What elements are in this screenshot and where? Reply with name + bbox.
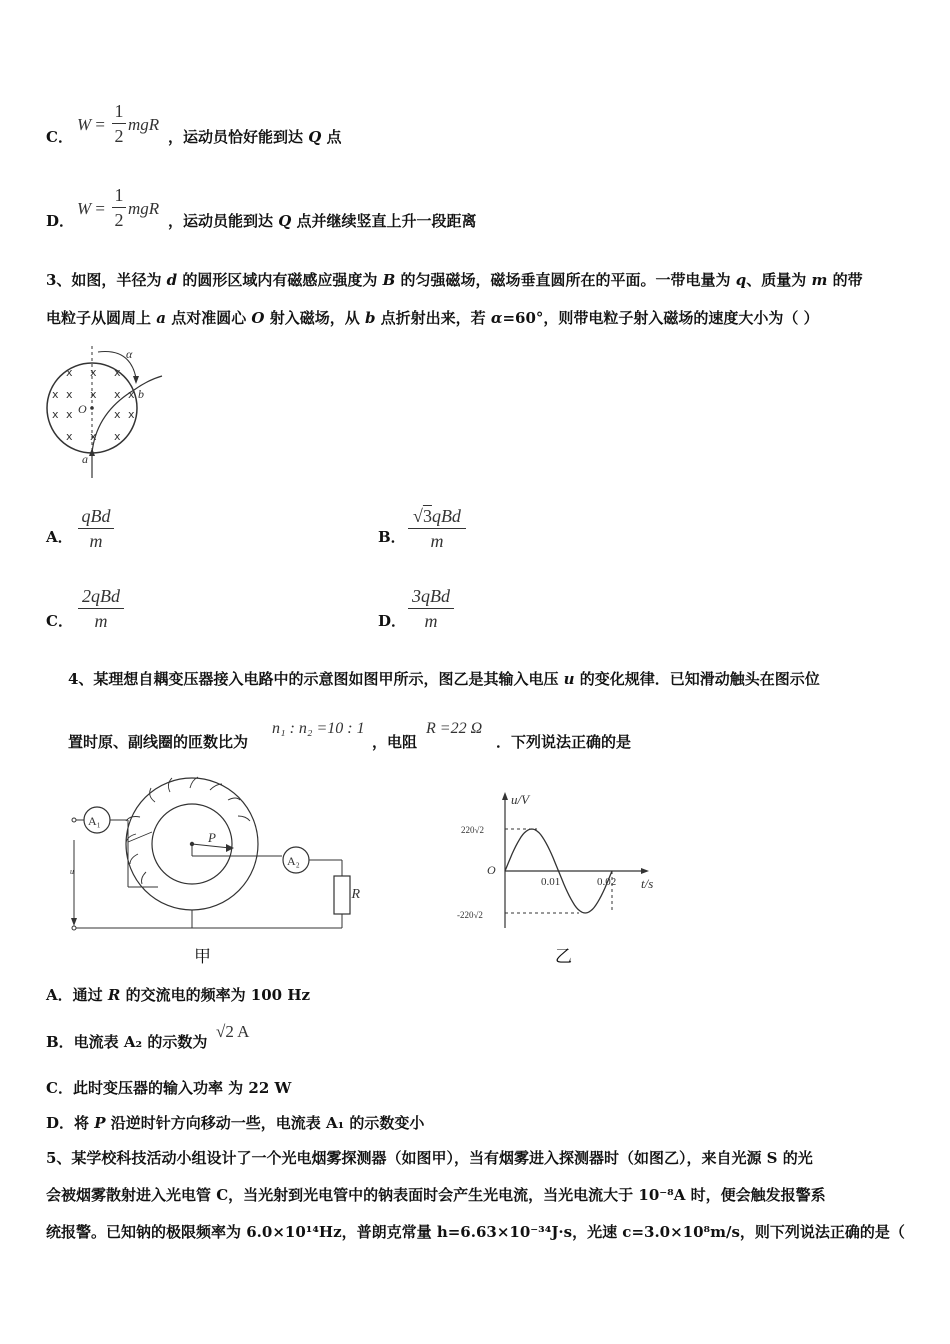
q4-option-d: D．将 P 沿逆时针方向移动一些，电流表 A₁ 的示数变小 xyxy=(46,1114,425,1132)
tick-label-1: 0.01 xyxy=(541,876,561,888)
q4-stem-line-2-end: ．下列说法正确的是 xyxy=(496,733,632,751)
q3-option-a-fraction: qBd m xyxy=(78,505,114,552)
q2-option-d-fraction: 1 2 xyxy=(112,184,126,231)
q2-option-c-text: ，运动员恰好能到达 Q 点 xyxy=(168,128,342,146)
q3-option-c-letter: C． xyxy=(46,612,73,630)
q4-voltage-graph-yi xyxy=(455,788,670,938)
q3-option-a-letter: A． xyxy=(46,528,73,546)
cross-mark: x xyxy=(114,408,121,421)
q3-stem-line-2: 电粒子从圆周上 a 点对准圆心 O 射入磁场，从 b 点折射出来，若 α=60°，则带电粒子射入磁场的速度大小为（ ） xyxy=(46,309,819,327)
slider-arrow-icon xyxy=(226,844,234,852)
a2-label: A₂ xyxy=(287,854,300,868)
a1-label: A₁ xyxy=(88,814,101,828)
cross-mark: x xyxy=(66,408,73,421)
q5-stem-line-3: 统报警。已知钠的极限频率为 6.0×10¹⁴Hz，普朗克常量 h=6.63×10⁻³⁴J·s，光速 c=3.0×10⁸m/s，则下列说法正确的是（ xyxy=(46,1223,905,1241)
figure-jia-caption: 甲 xyxy=(194,947,211,967)
q5-stem-line-2: 会被烟雾散射进入光电管 C，当光射到光电管中的钠表面时会产生光电流，当光电流大于 10⁻⁸A 时，便会触发报警系 xyxy=(46,1186,826,1204)
cross-mark: x xyxy=(66,430,73,443)
q4-stem-line-2: 置时原、副线圈的匝数比为 xyxy=(68,733,249,751)
q3-magnetic-field-figure xyxy=(38,338,173,483)
arrow-down-icon xyxy=(133,376,139,384)
cross-mark: x xyxy=(114,388,121,401)
center-point xyxy=(90,406,94,410)
origin-label: O xyxy=(487,863,496,877)
q4-option-b-value: √2 A xyxy=(216,1022,250,1041)
q4-circuit-figure-jia xyxy=(60,772,360,967)
cross-mark: x xyxy=(90,366,97,379)
q3-option-d-letter: D． xyxy=(378,612,407,630)
o-label: O xyxy=(78,402,87,416)
q3-option-d-fraction: 3qBd m xyxy=(408,585,454,632)
u-label: u xyxy=(70,867,74,876)
coil-windings xyxy=(126,777,250,884)
y-axis-arrow-icon xyxy=(502,792,508,800)
q4-stem-line-1: 4、某理想自耦变压器接入电路中的示意图如图甲所示，图乙是其输入电压 u 的变化规律．已知滑动触头在图示位 xyxy=(68,670,820,688)
q2-option-d-formula-w: W = xyxy=(77,199,106,218)
resistor-r xyxy=(334,876,350,914)
q4-option-a: A．通过 R 的交流电的频率为 100 Hz xyxy=(46,986,311,1004)
x-axis-arrow-icon xyxy=(641,868,649,874)
a-label: a xyxy=(82,452,88,466)
q3-stem-line-1: 3、如图，半径为 d 的圆形区域内有磁感应强度为 B 的匀强磁场，磁场垂直圆所在的平面。一带电量为 q、质量为 m 的带 xyxy=(46,271,863,289)
x-axis-label: t/s xyxy=(641,876,654,891)
y-max-label: 220√2 xyxy=(461,825,484,835)
cross-mark: x xyxy=(52,408,59,421)
cross-mark: x xyxy=(114,430,121,443)
q3-option-c-fraction: 2qBd m xyxy=(78,585,124,632)
y-axis-label: u/V xyxy=(511,792,530,807)
q4-stem-line-2-mid: ，电阻 xyxy=(372,733,418,751)
q2-option-d-letter: D． xyxy=(46,212,75,230)
cross-mark: x xyxy=(66,388,73,401)
q2-option-c-formula-tail: mgR xyxy=(128,115,160,134)
cross-mark: x xyxy=(66,366,73,379)
cross-mark: x xyxy=(90,430,97,443)
p-label: P xyxy=(208,830,216,845)
q2-option-c-letter: C． xyxy=(46,128,73,146)
alpha-label: α xyxy=(126,347,133,361)
terminal-bottom xyxy=(72,926,76,930)
cross-mark: x xyxy=(52,388,59,401)
q2-option-d-formula-tail: mgR xyxy=(128,199,160,218)
q4-option-b: B．电流表 A₂ 的示数为 xyxy=(46,1033,208,1051)
r-label: R xyxy=(351,887,360,902)
q2-option-c-fraction: 1 2 xyxy=(112,100,126,147)
cross-mark: x xyxy=(90,388,97,401)
arrow-down-icon xyxy=(71,918,77,926)
q4-option-c: C．此时变压器的输入功率 为 22 W xyxy=(46,1079,292,1097)
q4-turns-ratio: n₁ : n₂ =10 : 1 xyxy=(272,720,365,737)
terminal-top xyxy=(72,818,76,822)
q3-option-b-letter: B． xyxy=(378,528,406,546)
y-min-label: -220√2 xyxy=(457,910,483,920)
cross-mark: x xyxy=(128,388,135,401)
b-label: b xyxy=(138,387,144,401)
cross-mark: x xyxy=(128,408,135,421)
q4-resistance-value: R =22 Ω xyxy=(426,720,483,737)
figure-yi-caption: 乙 xyxy=(555,947,572,967)
q5-stem-line-1: 5、某学校科技活动小组设计了一个光电烟雾探测器（如图甲），当有烟雾进入探测器时（如图乙），来自光源 S 的光 xyxy=(46,1149,813,1167)
cross-mark: x xyxy=(114,366,121,379)
q2-option-c-formula-w: W = xyxy=(77,115,106,134)
cross-marks xyxy=(52,366,135,443)
q2-option-d-text: ，运动员能到达 Q 点并继续竖直上升一段距离 xyxy=(168,212,477,230)
q3-option-b-fraction: √3qBd m xyxy=(408,505,466,552)
tick-label-2: 0.02 xyxy=(597,876,617,888)
